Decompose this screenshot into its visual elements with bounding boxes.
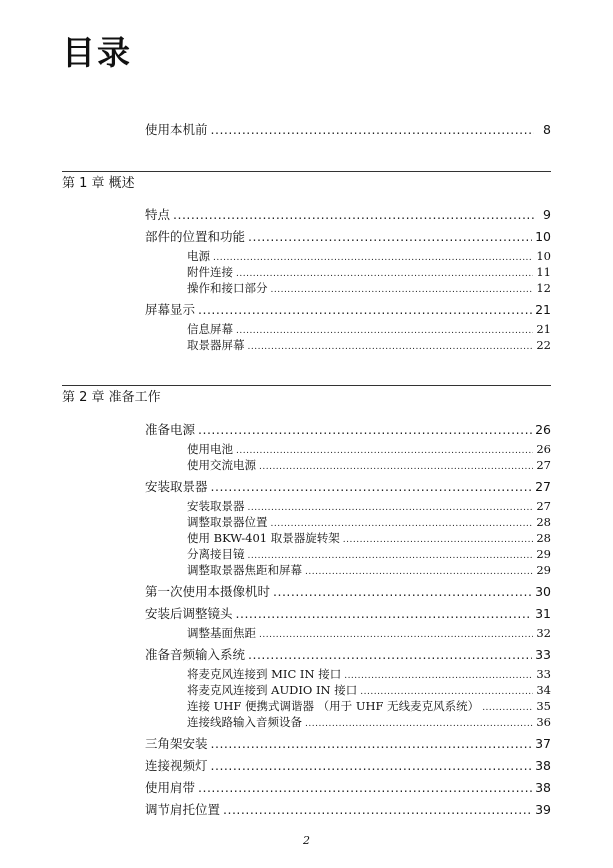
toc-page-number: 32 bbox=[536, 626, 551, 640]
toc-page-number: 27 bbox=[536, 499, 551, 513]
toc-page-number: 28 bbox=[536, 531, 551, 545]
toc-page-number: 39 bbox=[535, 802, 551, 817]
dot-leader bbox=[259, 625, 533, 643]
dot-leader bbox=[248, 337, 534, 355]
toc-section-title: 第一次使用本摄像机时 bbox=[145, 584, 271, 599]
dot-leader bbox=[211, 734, 533, 754]
toc-item-title: 取景器屏幕 bbox=[187, 338, 245, 352]
toc-section[interactable] bbox=[145, 604, 551, 624]
toc-item[interactable] bbox=[187, 682, 551, 698]
toc-item-title: 调整取景器位置 bbox=[187, 515, 268, 529]
dot-leader bbox=[198, 778, 532, 798]
toc-section-title: 特点 bbox=[145, 207, 171, 222]
dot-leader bbox=[236, 604, 533, 624]
toc-page-number: 26 bbox=[535, 422, 551, 437]
toc-page-number: 9 bbox=[543, 207, 551, 222]
toc-section-title: 调节肩托位置 bbox=[145, 802, 221, 817]
chapter-heading: 第 1 章 概述 bbox=[62, 176, 135, 191]
dot-leader bbox=[248, 227, 532, 247]
dot-leader bbox=[259, 457, 533, 475]
dot-leader bbox=[198, 420, 532, 440]
toc-page-number: 34 bbox=[536, 683, 551, 697]
toc-item-title: 将麦克风连接到 AUDIO IN 接口 bbox=[187, 683, 358, 697]
toc-section-title: 连接视频灯 bbox=[145, 758, 208, 773]
toc-item[interactable] bbox=[187, 562, 551, 578]
toc-section[interactable] bbox=[145, 756, 551, 776]
toc-page-number: 8 bbox=[543, 122, 551, 137]
toc-item[interactable] bbox=[187, 337, 551, 353]
dot-leader bbox=[211, 477, 533, 497]
toc-page-number: 33 bbox=[536, 667, 551, 681]
dot-leader bbox=[198, 300, 532, 320]
toc-page-number: 28 bbox=[536, 515, 551, 529]
dot-leader bbox=[211, 756, 533, 776]
toc-page-number: 10 bbox=[535, 229, 551, 244]
toc-item-title: 连接 UHF 便携式调谐器 （用于 UHF 无线麦克风系统） bbox=[187, 699, 480, 713]
toc-item-title: 安装取景器 bbox=[187, 499, 245, 513]
toc-page-number: 37 bbox=[535, 736, 551, 751]
toc-page-number: 29 bbox=[536, 547, 551, 561]
toc-item-title: 信息屏幕 bbox=[187, 322, 233, 336]
toc-page-number: 30 bbox=[535, 584, 551, 599]
dot-leader bbox=[305, 562, 533, 580]
toc-item[interactable] bbox=[187, 264, 551, 280]
toc-page-number: 38 bbox=[535, 780, 551, 795]
toc-entry-title: 使用本机前 bbox=[145, 122, 208, 137]
toc-section[interactable] bbox=[145, 778, 551, 798]
toc-section[interactable] bbox=[145, 800, 551, 820]
toc-page-number: 21 bbox=[536, 322, 551, 336]
toc-page-number: 36 bbox=[536, 715, 551, 729]
dot-leader bbox=[223, 800, 532, 820]
toc-section-title: 准备电源 bbox=[145, 422, 196, 437]
dot-leader bbox=[305, 714, 533, 732]
toc-item[interactable] bbox=[187, 514, 551, 530]
toc-item[interactable] bbox=[187, 714, 551, 730]
toc-item[interactable] bbox=[187, 546, 551, 562]
toc-item-title: 电源 bbox=[187, 249, 210, 263]
toc-page-number: 35 bbox=[536, 699, 551, 713]
toc-section[interactable] bbox=[145, 205, 551, 225]
toc-page-number: 26 bbox=[536, 442, 551, 456]
toc-item-title: 使用 BKW-401 取景器旋转架 bbox=[187, 531, 340, 545]
toc-item[interactable] bbox=[187, 280, 551, 296]
toc-item-title: 使用交流电源 bbox=[187, 458, 256, 472]
dot-leader bbox=[211, 120, 534, 140]
toc-section-title: 屏幕显示 bbox=[145, 302, 196, 317]
toc-item-title: 调整取景器焦距和屏幕 bbox=[187, 563, 302, 577]
toc-page-number: 31 bbox=[535, 606, 551, 621]
toc-item-title: 调整基面焦距 bbox=[187, 626, 256, 640]
toc-item[interactable] bbox=[187, 321, 551, 337]
toc-page-number: 21 bbox=[535, 302, 551, 317]
toc-page-number: 22 bbox=[536, 338, 551, 352]
toc-page-number: 27 bbox=[535, 479, 551, 494]
toc-page-number: 38 bbox=[535, 758, 551, 773]
toc-item-title: 将麦克风连接到 MIC IN 接口 bbox=[187, 667, 342, 681]
toc-section[interactable] bbox=[145, 300, 551, 320]
toc-section[interactable] bbox=[145, 227, 551, 247]
toc-section[interactable] bbox=[145, 477, 551, 497]
toc-item-title: 操作和接口部分 bbox=[187, 281, 268, 295]
toc-section[interactable] bbox=[145, 734, 551, 754]
dot-leader bbox=[273, 582, 532, 602]
toc-item-title: 使用电池 bbox=[187, 442, 233, 456]
toc-page-number: 27 bbox=[536, 458, 551, 472]
dot-leader bbox=[173, 205, 534, 225]
toc-item[interactable] bbox=[187, 248, 551, 264]
toc-page-number: 12 bbox=[536, 281, 551, 295]
toc-page-number: 11 bbox=[536, 265, 551, 279]
toc-item[interactable] bbox=[187, 441, 551, 457]
toc-item[interactable] bbox=[187, 498, 551, 514]
toc-section-title: 准备音频输入系统 bbox=[145, 647, 246, 662]
toc-section-title: 使用肩带 bbox=[145, 780, 196, 795]
toc-section-title: 部件的位置和功能 bbox=[145, 229, 246, 244]
toc-entry-preface[interactable] bbox=[145, 120, 551, 140]
toc-item[interactable] bbox=[187, 666, 551, 682]
toc-section-title: 三角架安装 bbox=[145, 736, 208, 751]
toc-section-title: 安装取景器 bbox=[145, 479, 208, 494]
toc-item-title: 附件连接 bbox=[187, 265, 233, 279]
toc-item[interactable] bbox=[187, 698, 551, 714]
toc-section[interactable] bbox=[145, 582, 551, 602]
page-title: 目录 bbox=[62, 33, 132, 72]
chapter-rule bbox=[62, 171, 551, 172]
dot-leader bbox=[248, 645, 532, 665]
page-number-footer: 2 bbox=[303, 834, 310, 847]
toc-item[interactable] bbox=[187, 457, 551, 473]
toc-section[interactable] bbox=[145, 645, 551, 665]
chapter-heading: 第 2 章 准备工作 bbox=[62, 390, 161, 405]
toc-item[interactable] bbox=[187, 530, 551, 546]
toc-section[interactable] bbox=[145, 420, 551, 440]
toc-item-title: 分离接目镜 bbox=[187, 547, 245, 561]
dot-leader bbox=[271, 280, 534, 298]
chapter-rule bbox=[62, 385, 551, 386]
toc-page-number: 10 bbox=[536, 249, 551, 263]
toc-page-number: 33 bbox=[535, 647, 551, 662]
toc-page-number: 29 bbox=[536, 563, 551, 577]
toc-section-title: 安装后调整镜头 bbox=[145, 606, 233, 621]
toc-item-title: 连接线路输入音频设备 bbox=[187, 715, 302, 729]
toc-item[interactable] bbox=[187, 625, 551, 641]
